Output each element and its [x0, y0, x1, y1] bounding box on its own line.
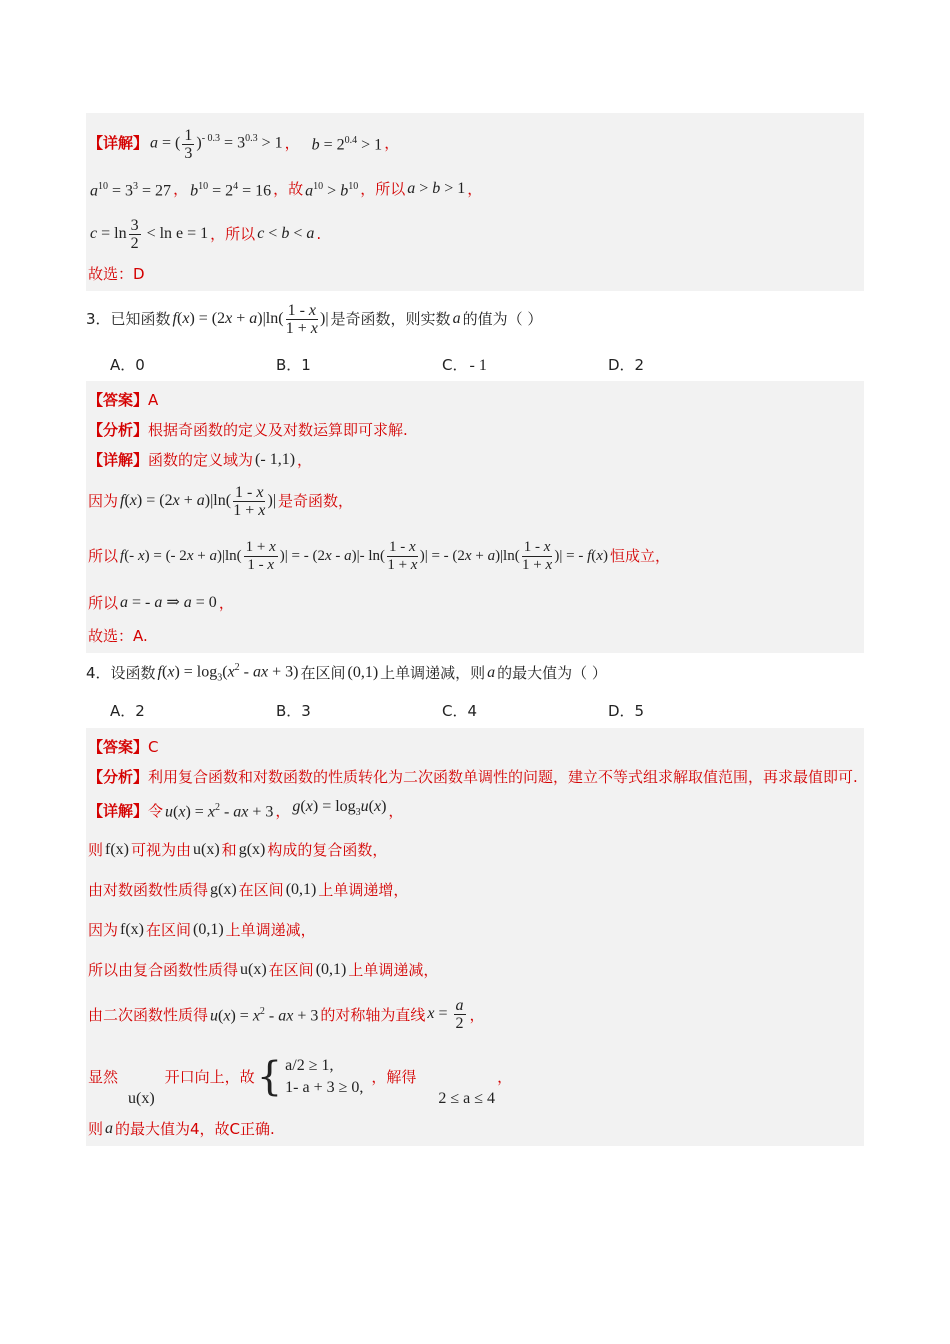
q4-options [86, 694, 864, 728]
detail-line-1: 【详解】 a = ( $\frac{1}{3}$ )$^{- 0.3} = 3^{0.3} > 1$ ， $b = 2^{0.4} > 1$ ， [88, 117, 862, 169]
q4-answer: 【答案】 C [88, 737, 159, 756]
q4-step-1: 【详解】 令 $u(x) = x^2$ - ax + 3 ， $g(x) = \log_3u(x)$ ， [88, 792, 862, 830]
q4-step-2: 则 f(x) 可视为由 u(x) 和 g(x) 构成的复合函数， [88, 840, 388, 859]
q3-option-a: A．0 [110, 355, 145, 374]
q3-detail-2: 因为 f(x) = (2x + a)|ln( $\frac{1 - x}{1 + x}$ )| 是奇函数， [88, 483, 354, 519]
q4-function: $f(x) = \log_3(x^2$ - ax + 3) [157, 662, 299, 684]
q4-option-d: D．5 [608, 702, 645, 721]
q4-step-6: 由二次函数性质得 $u(x) = x^2$ - ax + 3 的对称轴为直线 x = $\frac{a}{2}$ ， [88, 997, 485, 1033]
math-a-value: a = ( $\frac{1}{3}$ )$^{- 0.3} = 3^{0.3} > 1$ [150, 126, 283, 162]
q4-step-8: 则 a 的最大值为4，故C正确. [88, 1119, 275, 1138]
q4-step-3: 由对数函数性质得 g(x) 在区间 (0,1) 上单调递增， [88, 880, 409, 899]
q3-detail-function: f(x) = (2x + a)|ln( $\frac{1 - x}{1 + x}$ )| [120, 483, 277, 519]
q4-u-expr: $u(x) = x^2$ - ax + 3 [210, 1006, 319, 1025]
q4-option-b: B．3 [276, 702, 311, 721]
q4-step-4: 因为 f(x) 在区间 (0,1) 上单调递减， [88, 920, 316, 939]
math-c-value: c = ln $\frac{3}{2}$ < ln e = 1 [90, 216, 209, 252]
math-a10: $a^{10} = 3^3 = 27$ [90, 180, 172, 200]
question-4: 4．设函数 $f(x) = \log_3(x^2$ - ax + 3) 在区间 (0,1) 上单调递减，则 a 的最大值为（ ） [86, 653, 864, 694]
q3-detail-4: 所以 a = - a ⇒ a = 0 ， [88, 585, 862, 621]
q4-step-5: 所以由复合函数性质得 u(x) 在区间 (0,1) 上单调递减， [88, 960, 439, 979]
q4-g-def: $g(x) = \log_3u(x)$ [292, 798, 387, 819]
conclusion-1: 故选：D [88, 265, 145, 283]
detail-line-2: $a^{10} = 3^3 = 27$ ， $b^{10} = 2^4 = 16$ ，故 $a^{10} > b^{10}$ ，所以 a > b > 1 ， [88, 169, 862, 209]
q3-detail-1: 【详解】 函数的定义域为 (- 1,1) ， [88, 451, 313, 469]
q3-option-d: D．2 [608, 355, 645, 374]
detail-line-3: c = ln $\frac{3}{2}$ < ln e = 1 ，所以 c < b < a . [90, 216, 322, 252]
math-b10: $b^{10} = 2^4 = 16$ [190, 180, 272, 200]
q3-answer: 【答案】 A [88, 391, 159, 409]
q3-a-result: a = - a ⇒ a = 0 [120, 594, 217, 611]
q4-inequality-system: { a/2 ≥ 1, 1- a + 3 ≥ 0, [256, 1053, 364, 1100]
q4-solution-block [86, 728, 864, 1146]
q3-option-b: B．1 [276, 355, 311, 374]
q3-conclusion: 故选：A. [88, 627, 148, 645]
q4-analysis: 【分析】利用复合函数和对数函数的性质转化为二次函数单调性的问题，建立不等式组求解取值范围，再求最值即可. [88, 767, 858, 786]
math-abc: a > b > 1 [407, 180, 466, 197]
page-content [86, 113, 864, 1146]
q3-function: f(x) = (2x + a)|ln( $\frac{1 - x}{1 + x}$ )| [172, 301, 329, 337]
q3-options [86, 347, 864, 381]
q3-analysis: 【分析】 根据奇函数的定义及对数运算即可求解. [88, 421, 408, 439]
math-compare-10: $a^{10} > b^{10}$ [305, 180, 359, 200]
math-order: c < b < a [257, 225, 315, 242]
math-b-value: $b = 2^{0.4} > 1$ [311, 134, 383, 154]
q4-option-a: A．2 [110, 702, 145, 721]
q3-detail-3: 所以 f(- x) = (- 2x + a)|ln( $\frac{1 + x}{1 - x}$ )| = - (2x - a)|- ln( $\frac{1 - x}{1 + x}$ )| = - (2x + a)|ln( $\frac{1 - x}{1 + x}$ )| = - f(x) 恒成立， [88, 538, 670, 573]
q3-option-c: C． - 1 [442, 355, 487, 374]
previous-solution-block [86, 113, 864, 291]
q4-axis: x = $\frac{a}{2}$ [427, 997, 464, 1033]
detail-tag: 【详解】 [88, 134, 149, 152]
q4-step-7: 显然 u(x) 开口向上，故 { a/2 ≥ 1, 1- a + 3 ≥ 0, ，解得 2 ≤ a ≤ 4 ， [88, 1053, 513, 1107]
q3-solution-block [86, 381, 864, 653]
q4-option-c: C．4 [442, 702, 478, 721]
q4-u-def: $u(x) = x^2$ - ax + 3 [165, 802, 274, 821]
q3-odd-derivation: f(- x) = (- 2x + a)|ln( $\frac{1 + x}{1 - x}$ )| = - (2x - a)|- ln( $\frac{1 - x}{1 + x}$ )| = - (2x + a)|ln( $\frac{1 - x}{1 + x}$ )| = - f(x) [120, 538, 608, 573]
question-3: 3．已知函数 f(x) = (2x + a)|ln( $\frac{1 - x}{1 + x}$ )| 是奇函数，则实数 a 的值为（ ） [86, 301, 543, 337]
